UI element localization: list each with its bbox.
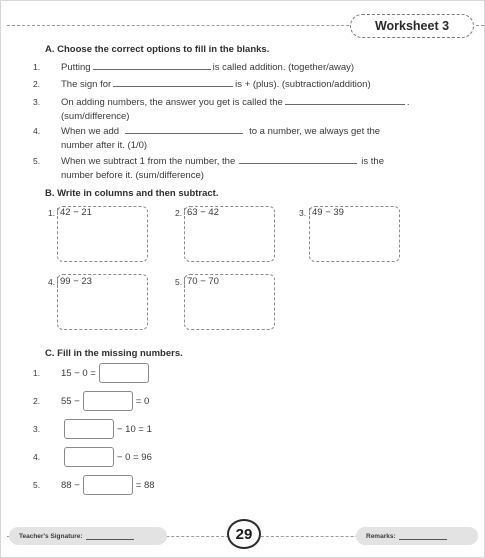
worksheet-title: Worksheet 3 bbox=[350, 14, 474, 38]
subtraction-work-box[interactable] bbox=[57, 206, 148, 262]
question-number: 1. bbox=[33, 62, 41, 72]
missing-number-row-5 bbox=[33, 475, 155, 495]
question-number: 4. bbox=[33, 452, 41, 462]
question-text-before: The sign for bbox=[61, 79, 112, 90]
subtraction-expression: 49 − 39 bbox=[312, 207, 344, 218]
section-a-title: A. Choose the correct options to fill in the blanks. bbox=[45, 44, 270, 55]
section-b-title: B. Write in columns and then subtract. bbox=[45, 188, 219, 199]
question-text-before: When we subtract 1 from the number, the bbox=[61, 156, 236, 167]
answer-box[interactable] bbox=[99, 363, 149, 383]
missing-number-row-1 bbox=[33, 363, 152, 383]
remarks-field[interactable] bbox=[356, 527, 478, 545]
equation-left: 15 − 0 = bbox=[61, 367, 96, 379]
equation-left: 88 − bbox=[61, 479, 80, 491]
question-number: 3. bbox=[33, 424, 41, 434]
teacher-signature-label: Teacher's Signature: bbox=[19, 532, 83, 540]
equation-right: − 0 = 96 bbox=[117, 451, 152, 463]
answer-box[interactable] bbox=[83, 391, 133, 411]
answer-box[interactable] bbox=[64, 419, 114, 439]
question-number: 4. bbox=[33, 126, 41, 136]
question-number: 1. bbox=[33, 368, 41, 378]
question-text-before: When we add bbox=[61, 126, 120, 137]
question-text-before: On adding numbers, the answer you get is called the bbox=[61, 97, 283, 108]
question-text-after: is called addition. (together/away) bbox=[212, 62, 355, 73]
remarks-label: Remarks: bbox=[366, 532, 396, 540]
section-a-question-3 bbox=[33, 96, 409, 123]
equation-right: − 10 = 1 bbox=[117, 423, 152, 435]
answer-blank[interactable] bbox=[113, 78, 233, 87]
subtraction-number: 2. bbox=[175, 208, 183, 218]
question-continuation: (sum/difference) bbox=[61, 110, 130, 122]
question-number: 5. bbox=[33, 156, 41, 166]
answer-blank[interactable] bbox=[93, 61, 211, 70]
question-number: 2. bbox=[33, 396, 41, 406]
subtraction-number: 5. bbox=[175, 277, 183, 287]
section-a-question-1 bbox=[33, 61, 354, 75]
subtraction-work-box[interactable] bbox=[57, 274, 148, 330]
answer-box[interactable] bbox=[83, 475, 133, 495]
section-c-title: C. Fill in the missing numbers. bbox=[45, 348, 183, 359]
question-number: 3. bbox=[33, 97, 41, 107]
subtraction-expression: 63 − 42 bbox=[187, 207, 219, 218]
equation-right: = 0 bbox=[135, 395, 150, 407]
subtraction-expression: 99 − 23 bbox=[60, 276, 92, 287]
subtraction-expression: 70 − 70 bbox=[187, 276, 219, 287]
missing-number-row-3 bbox=[33, 419, 152, 439]
missing-number-row-2 bbox=[33, 391, 149, 411]
subtraction-number: 4. bbox=[48, 277, 56, 287]
equation-right: = 88 bbox=[135, 479, 155, 491]
missing-number-row-4 bbox=[33, 447, 152, 467]
question-text-after: is the bbox=[361, 156, 384, 167]
answer-blank[interactable] bbox=[239, 155, 357, 164]
question-number: 2. bbox=[33, 79, 41, 89]
answer-blank[interactable] bbox=[285, 96, 405, 105]
equation-left: 55 − bbox=[61, 395, 80, 407]
subtraction-expression: 42 − 21 bbox=[60, 207, 92, 218]
subtraction-work-box[interactable] bbox=[309, 206, 400, 262]
subtraction-work-box[interactable] bbox=[184, 206, 275, 262]
subtraction-number: 3. bbox=[299, 208, 307, 218]
teacher-signature-field[interactable] bbox=[9, 527, 167, 545]
question-text-before: Putting bbox=[61, 62, 91, 73]
question-text-after: is + (plus). (subtraction/addition) bbox=[235, 79, 371, 90]
answer-box[interactable] bbox=[64, 447, 114, 467]
section-a-question-2 bbox=[33, 78, 371, 92]
question-number: 5. bbox=[33, 480, 41, 490]
answer-blank[interactable] bbox=[125, 125, 243, 134]
question-continuation: number after it. (1/0) bbox=[61, 139, 148, 151]
subtraction-work-box[interactable] bbox=[184, 274, 275, 330]
question-text-after: to a number, we always get the bbox=[249, 126, 381, 137]
page-number: 29 bbox=[227, 519, 261, 549]
section-a-question-5 bbox=[33, 155, 384, 182]
section-a-question-4 bbox=[33, 125, 380, 152]
remarks-line bbox=[399, 533, 447, 540]
subtraction-number: 1. bbox=[48, 208, 56, 218]
question-continuation: number before it. (sum/difference) bbox=[61, 169, 204, 181]
question-text-after: . bbox=[406, 97, 410, 108]
signature-line bbox=[86, 533, 134, 540]
